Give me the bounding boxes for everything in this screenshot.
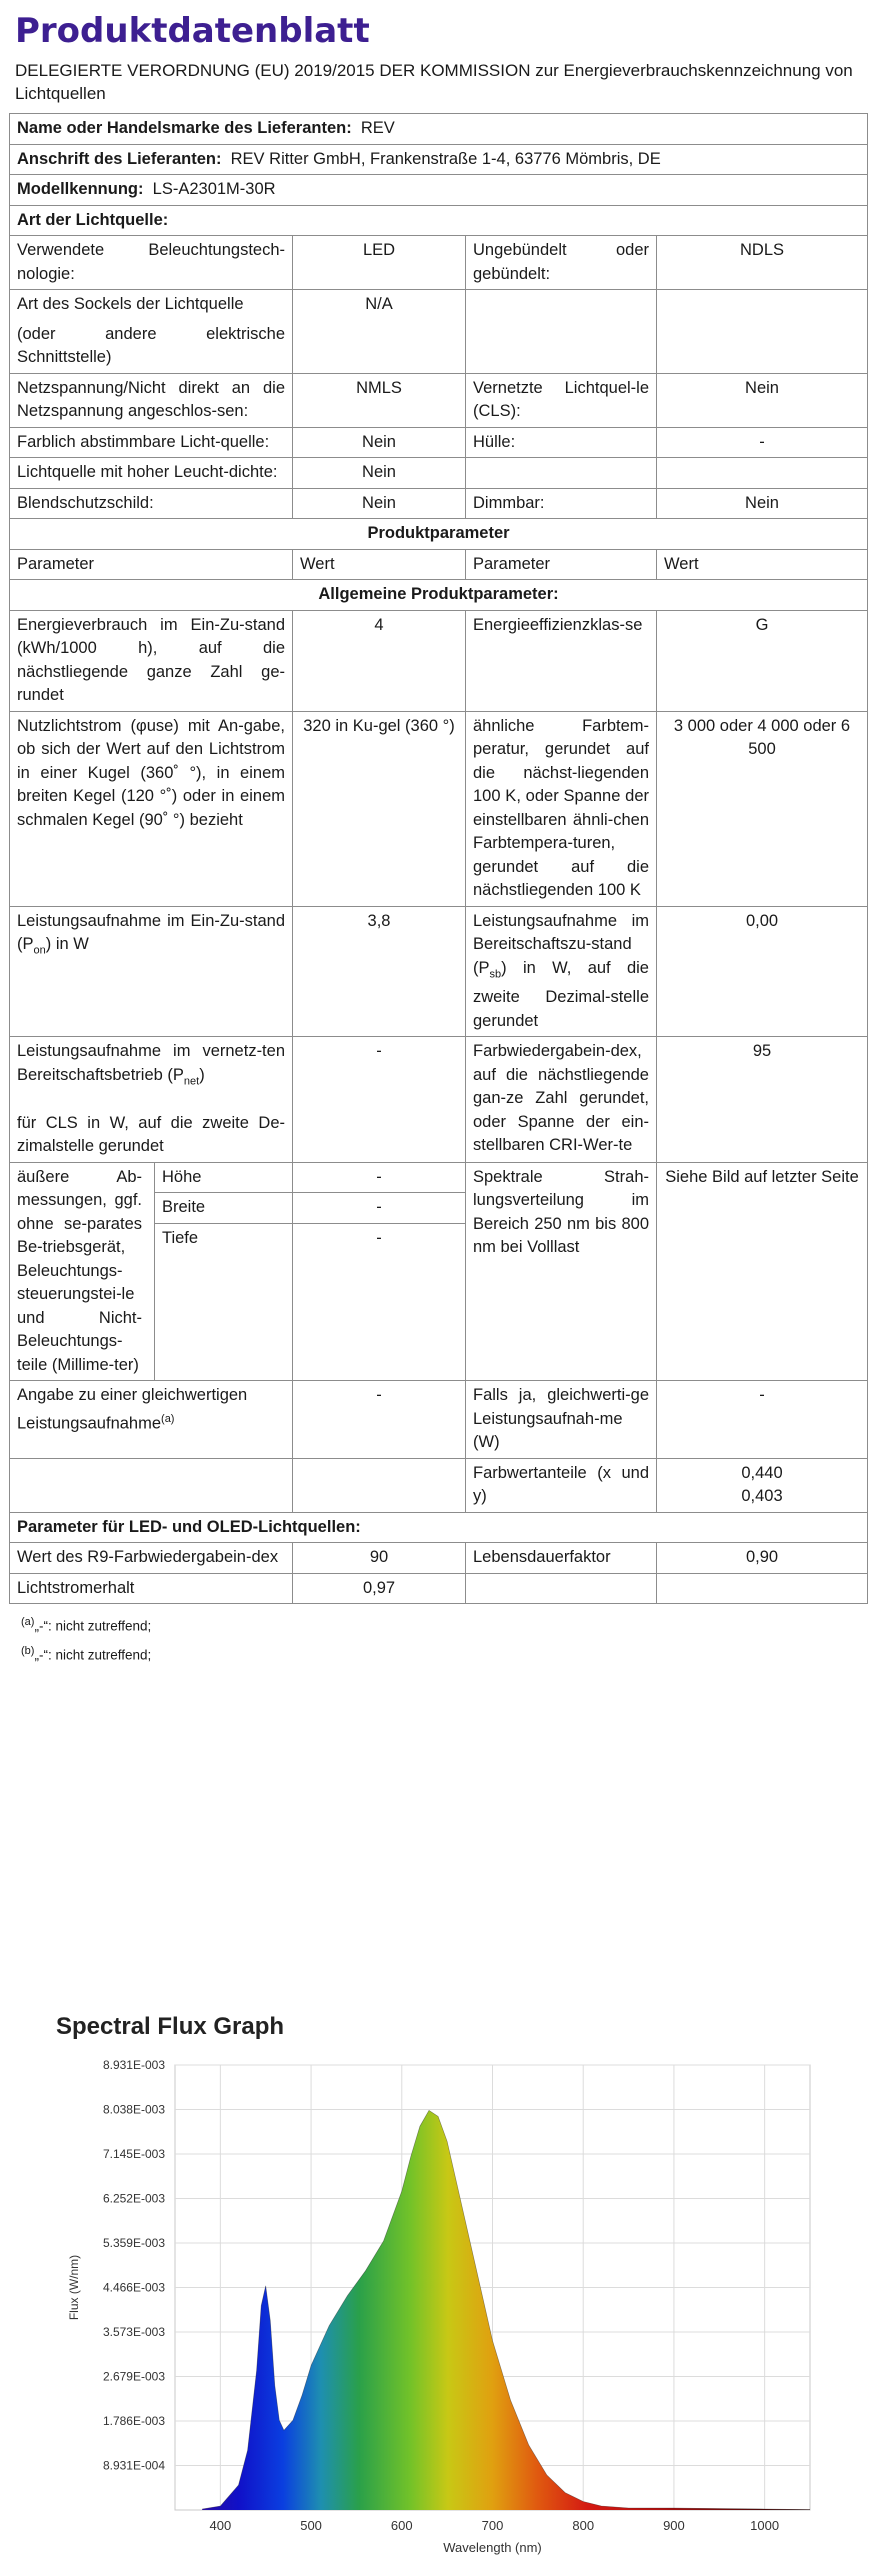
chart-title: Spectral Flux Graph xyxy=(56,2013,285,2040)
standby-power-unit: ) in W, auf die zweite Dezimal-stelle gerundet xyxy=(473,958,649,1030)
on-mode-power-sub: on xyxy=(33,944,46,957)
empty-cell xyxy=(466,458,657,489)
cri-value: 95 xyxy=(657,1037,868,1162)
page-title: Produktdatenblatt xyxy=(15,11,370,51)
footnote-a xyxy=(21,1610,867,1639)
width-value: - xyxy=(293,1193,465,1224)
col-header-value: Wert xyxy=(293,549,466,580)
envelope-label: Hülle: xyxy=(466,427,657,458)
model-value: LS-A2301M-30R xyxy=(152,180,276,198)
empty-cell xyxy=(466,1573,657,1604)
empty-cell xyxy=(657,1573,868,1604)
general-params-heading: Allgemeine Produktparameter: xyxy=(10,580,868,611)
survival-factor-label: Lebensdauerfaktor xyxy=(466,1543,657,1574)
depth-label: Tiefe xyxy=(162,1228,199,1247)
supplier-value: REV xyxy=(360,119,395,137)
y-tick-label: 5.359E-003 xyxy=(102,2235,165,2250)
spectral-distribution-value: Siehe Bild auf letzter Seite xyxy=(657,1162,868,1381)
lighting-technology-value: LED xyxy=(293,236,466,290)
lumen-maintenance-label: Lichtstromerhalt xyxy=(10,1573,293,1604)
regulation-subtitle: DELEGIERTE VERORDNUNG (EU) 2019/2015 DER KOMMISSION zur Energieverbrauchskennzeichnung von Lichtquellen xyxy=(15,61,853,103)
r9-label: Wert des R9-Farbwiedergabein-dex xyxy=(10,1543,293,1574)
networked-standby-label xyxy=(10,1037,293,1162)
y-tick-label: 8.931E-004 xyxy=(102,2458,165,2473)
footnotes xyxy=(21,1610,867,1667)
socket-label-line2: (oder andere elektrische Schnittstelle) xyxy=(17,324,285,366)
standby-power-sub: sb xyxy=(489,967,502,980)
x-axis-label: Wavelength (nm) xyxy=(443,2540,542,2555)
chromaticity-label: Farbwertanteile (x und y) xyxy=(466,1458,657,1512)
chromaticity-y: 0,403 xyxy=(741,1487,783,1506)
efficiency-class-value: G xyxy=(657,610,868,711)
height-label: Höhe xyxy=(155,1163,292,1194)
empty-cell xyxy=(293,1458,466,1512)
height-value: - xyxy=(293,1163,465,1194)
r9-value: 90 xyxy=(293,1543,466,1574)
dimmable-label: Dimmbar: xyxy=(466,488,657,519)
mains-value: NMLS xyxy=(293,373,466,427)
networked-standby-paren: ) xyxy=(199,1065,205,1084)
directional-label: Ungebündelt oder gebündelt: xyxy=(466,236,657,290)
address-value: REV Ritter GmbH, Frankenstraße 1-4, 63776 Mömbris, DE xyxy=(230,149,661,168)
col-header-parameter: Parameter xyxy=(10,549,293,580)
equivalent-power-w-value: - xyxy=(657,1381,868,1459)
tunable-label: Farblich abstimmbare Licht-quelle: xyxy=(10,427,293,458)
cls-value: Nein xyxy=(657,373,868,427)
anti-glare-label: Blendschutzschild: xyxy=(10,488,293,519)
model-label: Modellkennung: xyxy=(17,180,144,198)
tunable-value: Nein xyxy=(293,427,466,458)
y-axis-label: Flux (W/nm) xyxy=(67,2254,81,2321)
width-label: Breite xyxy=(155,1193,292,1224)
y-tick-label: 1.786E-003 xyxy=(102,2414,165,2429)
y-tick-label: 4.466E-003 xyxy=(102,2280,165,2295)
dimensions-values xyxy=(293,1162,466,1381)
product-params-heading: Produktparameter xyxy=(10,519,868,550)
useful-flux-label: Nutzlichtstrom (φuse) mit An-gabe, ob sich der Wert auf den Lichtstrom in einer Kugel (360˚ °), in einem breiten Kegel (120 °˚) oder in einem schmalen Kegel (90˚ °) bezieht xyxy=(10,711,293,906)
socket-label xyxy=(10,290,293,374)
high-luminance-value: Nein xyxy=(293,458,466,489)
col-header-parameter: Parameter xyxy=(466,549,657,580)
useful-flux-value: 320 in Ku-gel (360 °) xyxy=(293,711,466,906)
y-tick-label: 7.145E-003 xyxy=(102,2146,165,2161)
standby-power-value: 0,00 xyxy=(657,906,868,1037)
anti-glare-value: Nein xyxy=(293,488,466,519)
on-mode-power-label xyxy=(10,906,293,1037)
chromaticity-x: 0,440 xyxy=(741,1463,783,1482)
y-tick-label: 8.931E-003 xyxy=(102,2058,165,2072)
equivalent-power-value: - xyxy=(293,1381,466,1459)
mains-label: Netzspannung/Nicht direkt an die Netzspannung angeschlos-sen: xyxy=(10,373,293,427)
address-label: Anschrift des Lieferanten: xyxy=(17,149,222,168)
networked-standby-text: Leistungsaufnahme im vernetz-ten Bereitschaftsbetrieb (P xyxy=(17,1042,285,1084)
on-mode-power-unit: ) in W xyxy=(45,935,89,953)
y-tick-label: 6.252E-003 xyxy=(102,2191,165,2206)
networked-standby-value: - xyxy=(293,1037,466,1162)
standby-power-label xyxy=(466,906,657,1037)
empty-cell xyxy=(657,290,868,374)
cri-label: Farbwiedergabein-dex, auf die nächstliegende gan-ze Zahl gerundet, oder Spanne der ein-stellbaren CRI-Wer-te xyxy=(466,1037,657,1162)
supplier-row xyxy=(10,114,868,145)
networked-standby-sub: net xyxy=(183,1075,200,1088)
dimensions-sublabels xyxy=(155,1162,293,1381)
spectral-distribution-label: Spektrale Strah-lungsverteilung im Bereich 250 nm bis 800 nm bei Volllast xyxy=(466,1162,657,1381)
depth-value: - xyxy=(376,1228,382,1247)
chart-svg xyxy=(0,2040,879,2560)
footnote-b-mark: (b) xyxy=(21,1644,35,1657)
x-tick-label: 400 xyxy=(209,2518,232,2533)
footnote-a-ref: (a) xyxy=(161,1412,175,1425)
high-luminance-label: Lichtquelle mit hoher Leucht-dichte: xyxy=(10,458,293,489)
energy-consumption-label: Energieverbrauch im Ein-Zu-stand (kWh/1000 h), auf die nächstliegende ganze Zahl ge-rundet xyxy=(10,610,293,711)
on-mode-power-text: Leistungsaufnahme im Ein-Zu-stand (P xyxy=(17,911,285,953)
x-tick-label: 700 xyxy=(481,2518,504,2533)
footnote-b xyxy=(21,1639,867,1668)
x-tick-label: 900 xyxy=(663,2518,685,2533)
directional-value: NDLS xyxy=(657,236,868,290)
cls-label: Vernetzte Lichtquel-le (CLS): xyxy=(466,373,657,427)
socket-label-line1: Art des Sockels der Lichtquelle xyxy=(17,295,244,313)
y-tick-label: 2.679E-003 xyxy=(102,2369,165,2384)
cct-label: ähnliche Farbtem-peratur, gerundet auf die nächst-liegenden 100 K, oder Spanne der einstellbaren ähnli-chen Farbtempera-turen, gerundet auf die nächstliegenden 100 K xyxy=(466,711,657,906)
equivalent-power-text: Angabe zu einer gleichwertigen Leistungsaufnahme xyxy=(17,1386,248,1433)
networked-standby-cont: für CLS in W, auf die zweite De-zimalstelle gerundet xyxy=(17,1113,285,1156)
standby-power-text: Leistungsaufnahme im Bereitschaftszu-stand (P xyxy=(473,911,649,977)
empty-cell xyxy=(10,1458,293,1512)
col-header-value: Wert xyxy=(657,549,868,580)
spectral-flux-graph xyxy=(0,2005,879,2560)
chromaticity-value xyxy=(657,1458,868,1512)
y-tick-label: 8.038E-003 xyxy=(102,2102,165,2117)
model-row xyxy=(10,175,868,206)
y-tick-label: 3.573E-003 xyxy=(102,2324,165,2339)
envelope-value: - xyxy=(657,427,868,458)
footnote-b-text: „-“: nicht zutreffend; xyxy=(34,1647,152,1663)
efficiency-class-label: Energieeffizienzklas-se xyxy=(466,610,657,711)
product-data-table xyxy=(9,113,868,1604)
x-tick-label: 600 xyxy=(390,2518,413,2533)
cct-value: 3 000 oder 4 000 oder 6 500 xyxy=(657,711,868,906)
datasheet xyxy=(9,5,867,1667)
x-tick-label: 800 xyxy=(572,2518,595,2533)
socket-value: N/A xyxy=(293,290,466,374)
equivalent-power-w-label: Falls ja, gleichwerti-ge Leistungsaufnah-me (W) xyxy=(466,1381,657,1459)
energy-consumption-value: 4 xyxy=(293,610,466,711)
led-params-heading: Parameter für LED- und OLED-Lichtquellen: xyxy=(10,1512,868,1543)
empty-cell xyxy=(657,458,868,489)
survival-factor-value: 0,90 xyxy=(657,1543,868,1574)
lighting-technology-label: Verwendete Beleuchtungstech-nologie: xyxy=(10,236,293,290)
supplier-label: Name oder Handelsmarke des Lieferanten: xyxy=(17,119,352,137)
lumen-maintenance-value: 0,97 xyxy=(293,1573,466,1604)
address-row xyxy=(10,144,868,175)
x-tick-label: 500 xyxy=(300,2518,322,2533)
dimensions-label: äußere Ab-messungen, ggf. ohne se-parates Be-triebsgerät, Beleuchtungs-steuerungstei-le und Nicht-Beleuchtungs-teile (Millime-ter) xyxy=(10,1162,155,1381)
type-heading: Art der Lichtquelle: xyxy=(10,205,868,236)
empty-cell xyxy=(466,290,657,374)
footnote-a-mark: (a) xyxy=(21,1616,35,1629)
dimmable-value: Nein xyxy=(657,488,868,519)
x-tick-label: 1000 xyxy=(750,2518,780,2533)
on-mode-power-value: 3,8 xyxy=(293,906,466,1037)
equivalent-power-label xyxy=(10,1381,293,1459)
footnote-a-text: „-“: nicht zutreffend; xyxy=(34,1618,152,1634)
